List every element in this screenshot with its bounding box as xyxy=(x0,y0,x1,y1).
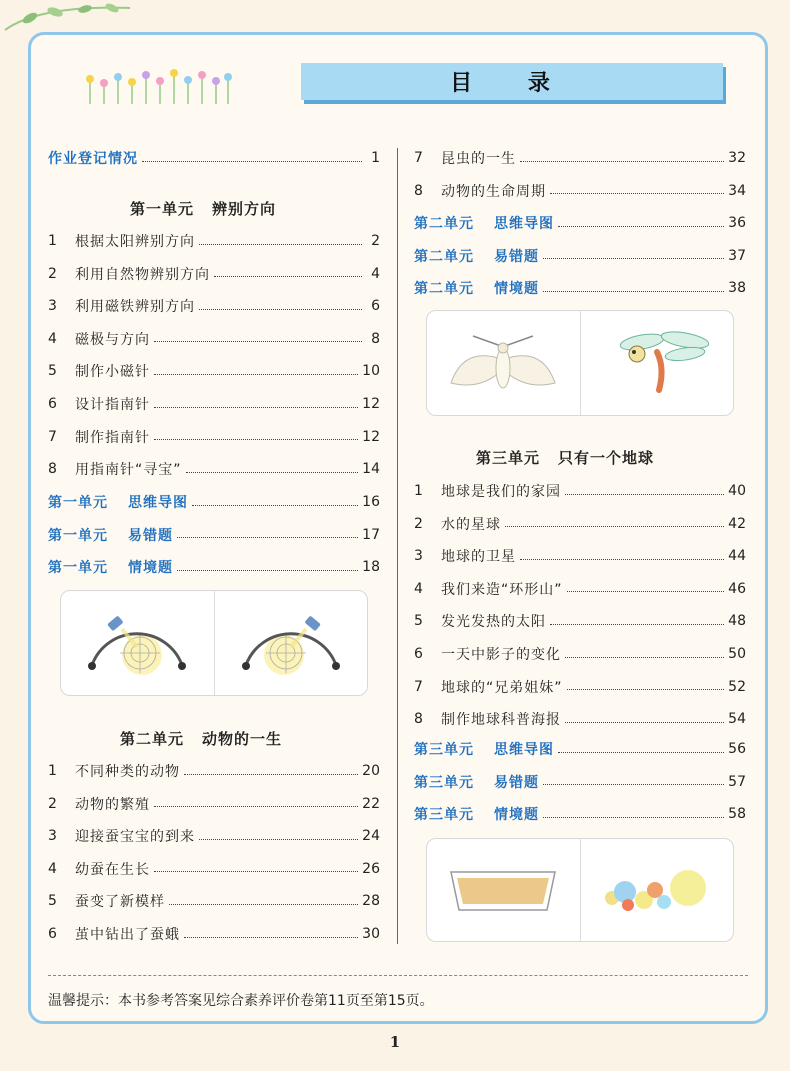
unit2-heading-name: 动物的一生 xyxy=(202,730,283,748)
toc-page: 18 xyxy=(362,559,380,576)
unit1-heading-name: 辨别方向 xyxy=(212,200,277,218)
toc-row[interactable] xyxy=(48,891,380,911)
toc-item-number: 8 xyxy=(414,711,423,728)
toc-item-title: 幼蚕在生长 xyxy=(75,861,150,878)
toc-extra-label xyxy=(414,772,539,792)
compass-illustration-left xyxy=(61,591,214,695)
toc-item-title: 利用磁铁辨别方向 xyxy=(75,299,195,316)
toc-item-number: 4 xyxy=(48,330,57,347)
leader-dots xyxy=(184,937,358,938)
leader-dots xyxy=(142,161,362,162)
title-banner xyxy=(301,63,723,100)
toc-item-title: 地球的卫星 xyxy=(441,549,516,566)
leader-dots xyxy=(565,722,724,723)
toc-row[interactable] xyxy=(48,761,380,781)
toc-row[interactable] xyxy=(48,459,380,479)
toc-extra-unit: 第三单元 xyxy=(414,742,474,758)
toc-page: 58 xyxy=(728,806,746,823)
toc-item-title: 不同种类的动物 xyxy=(75,764,180,780)
leader-dots xyxy=(543,784,724,785)
toc-item-title: 设计指南针 xyxy=(75,397,150,413)
toc-row[interactable] xyxy=(48,296,380,316)
toc-item-number: 4 xyxy=(48,860,57,877)
toc-item-title: 迎接蚕宝宝的到来 xyxy=(75,829,195,846)
toc-row[interactable] xyxy=(48,859,380,879)
toc-row[interactable] xyxy=(48,361,380,381)
toc-extra-label xyxy=(414,246,539,266)
compass-arc-icon xyxy=(82,603,192,683)
toc-extra-label xyxy=(48,525,173,545)
toc-row[interactable] xyxy=(414,579,746,599)
toc-page: 10 xyxy=(362,363,380,380)
toc-row[interactable] xyxy=(48,794,380,814)
toc-extra-unit: 第三单元 xyxy=(414,774,474,791)
unit1-heading xyxy=(130,198,276,219)
toc-row[interactable] xyxy=(48,427,380,447)
column-divider xyxy=(397,148,398,944)
toc-page: 12 xyxy=(362,396,380,412)
toc-item-title: 一天中影子的变化 xyxy=(441,647,561,663)
toc-page: 22 xyxy=(362,795,380,812)
toc-page: 28 xyxy=(362,893,380,910)
toc-item-title: 地球是我们的家园 xyxy=(441,484,561,500)
leader-dots xyxy=(154,439,358,440)
sand-tray-icon xyxy=(443,860,563,920)
toc-extra-unit: 第二单元 xyxy=(414,248,474,265)
toc-page: 6 xyxy=(371,298,380,315)
toc-extra-unit: 第一单元 xyxy=(48,527,108,544)
page-number: 1 xyxy=(389,1033,401,1051)
leader-dots xyxy=(154,341,362,342)
toc-item-title: 茧中钻出了蚕蛾 xyxy=(75,927,180,943)
toc-extra-label xyxy=(48,557,173,577)
toc-item-number: 7 xyxy=(48,428,57,445)
toc-page: 54 xyxy=(728,711,746,728)
toc-page: 44 xyxy=(728,548,746,565)
insect-illustrations xyxy=(426,310,734,416)
planets-illustration xyxy=(580,839,734,941)
leader-dots xyxy=(199,309,362,310)
toc-row[interactable] xyxy=(414,148,746,168)
leader-dots xyxy=(184,774,358,775)
unit3-heading-num: 第三单元 xyxy=(476,449,541,467)
toc-item-title: 发光发热的太阳 xyxy=(441,614,546,631)
leader-dots xyxy=(558,752,724,753)
toc-row[interactable] xyxy=(414,709,746,729)
toc-item-title: 磁极与方向 xyxy=(75,331,150,348)
toc-item-title: 根据太阳辨别方向 xyxy=(75,234,195,250)
toc-extra-label xyxy=(414,739,554,759)
toc-page: 32 xyxy=(728,150,746,166)
toc-extra-name: 情境题 xyxy=(494,281,539,298)
toc-row[interactable] xyxy=(414,514,746,534)
leader-dots xyxy=(505,526,724,527)
toc-page: 50 xyxy=(728,646,746,662)
toc-row[interactable] xyxy=(48,264,380,284)
toc-item-number: 2 xyxy=(48,795,57,812)
toc-item-number: 1 xyxy=(414,483,423,499)
toc-page: 48 xyxy=(728,613,746,630)
leader-dots xyxy=(543,291,724,292)
toc-page: 24 xyxy=(362,828,380,845)
toc-item-title: 用指南针“寻宝” xyxy=(75,462,182,479)
toc-item-title: 制作小磁针 xyxy=(75,364,150,381)
toc-item-number: 6 xyxy=(414,646,423,662)
planet-balls-icon xyxy=(592,860,722,920)
toc-page: 16 xyxy=(362,494,380,510)
toc-row[interactable] xyxy=(414,611,746,631)
toc-item-number: 5 xyxy=(48,893,57,910)
leader-dots xyxy=(567,591,725,592)
leader-dots xyxy=(543,258,724,259)
toc-page: 52 xyxy=(728,678,746,695)
leader-dots xyxy=(177,537,358,538)
toc-extra-label xyxy=(414,804,539,824)
toc-extra-row[interactable] xyxy=(48,557,380,577)
toc-item-title: 动物的繁殖 xyxy=(75,796,150,813)
compass-illustration-right xyxy=(214,591,368,695)
toc-extra-unit: 第二单元 xyxy=(414,216,474,232)
moth-icon xyxy=(443,328,563,398)
toc-item-title: 利用自然物辨别方向 xyxy=(75,266,210,283)
toc-row[interactable] xyxy=(48,826,380,846)
toc-item-number: 6 xyxy=(48,926,57,942)
page-title: 目 录 xyxy=(450,71,574,96)
unit2-heading xyxy=(120,728,282,749)
toc-extra-unit: 第一单元 xyxy=(48,560,108,577)
toc-page: 30 xyxy=(362,926,380,942)
toc-extra-label xyxy=(48,492,188,512)
toc-row[interactable] xyxy=(48,231,380,251)
toc-page: 20 xyxy=(362,763,380,779)
leader-dots xyxy=(550,624,724,625)
toc-item-number: 1 xyxy=(48,233,57,249)
toc-item-number: 3 xyxy=(48,298,57,315)
toc-row[interactable] xyxy=(414,481,746,501)
toc-item-title: 制作指南针 xyxy=(75,429,150,446)
leader-dots xyxy=(565,657,724,658)
unit1-heading-num: 第一单元 xyxy=(130,200,195,218)
toc-page: 40 xyxy=(728,483,746,499)
toc-item-title: 动物的生命周期 xyxy=(441,183,546,200)
toc-item-number: 3 xyxy=(414,548,423,565)
toc-row[interactable] xyxy=(48,924,380,944)
toc-item-number: 5 xyxy=(48,363,57,380)
toc-extra-name: 易错题 xyxy=(494,774,539,791)
toc-page: 46 xyxy=(728,580,746,597)
toc-item-number: 4 xyxy=(414,580,423,597)
leader-dots xyxy=(177,570,358,571)
dragonfly-icon xyxy=(597,328,717,398)
earth-illustrations xyxy=(426,838,734,942)
compass-illustrations xyxy=(60,590,368,696)
toc-item-number: 1 xyxy=(48,763,57,779)
toc-extra-unit: 第三单元 xyxy=(414,807,474,824)
leader-dots xyxy=(154,871,358,872)
moth-illustration xyxy=(427,311,580,415)
toc-extra-unit: 第一单元 xyxy=(48,495,108,511)
toc-item-number: 2 xyxy=(414,515,423,532)
toc-page: 37 xyxy=(728,247,746,264)
toc-extra-label xyxy=(414,213,554,233)
unit2-heading-num: 第二单元 xyxy=(120,730,185,748)
toc-extra-row[interactable] xyxy=(414,278,746,298)
footer-divider xyxy=(48,975,748,976)
sand-tray-illustration xyxy=(427,839,580,941)
toc-page: 1 xyxy=(371,150,380,166)
leader-dots xyxy=(154,407,358,408)
unit3-heading xyxy=(476,447,654,468)
toc-row[interactable] xyxy=(48,394,380,414)
toc-row[interactable] xyxy=(414,644,746,664)
toc-item-number: 6 xyxy=(48,396,57,412)
toc-extra-name: 思维导图 xyxy=(494,216,554,232)
toc-extra-row[interactable] xyxy=(414,213,746,233)
compass-arc-icon xyxy=(236,603,346,683)
toc-row[interactable] xyxy=(48,329,380,349)
leader-dots xyxy=(543,817,724,818)
toc-extra-name: 易错题 xyxy=(494,248,539,265)
toc-page: 17 xyxy=(362,526,380,543)
toc-page: 4 xyxy=(371,265,380,282)
toc-item-title: 蚕变了新模样 xyxy=(75,894,165,911)
toc-page: 12 xyxy=(362,428,380,445)
toc-extra-name: 易错题 xyxy=(128,527,173,544)
toc-item-number: 2 xyxy=(48,265,57,282)
leader-dots xyxy=(154,374,358,375)
leader-dots xyxy=(186,472,359,473)
leader-dots xyxy=(154,806,358,807)
toc-extra-row[interactable] xyxy=(414,246,746,266)
leader-dots xyxy=(199,244,362,245)
toc-item-number: 7 xyxy=(414,150,423,166)
toc-item-number: 8 xyxy=(48,461,57,478)
toc-page: 36 xyxy=(728,215,746,231)
tip-text: 温馨提示：本书参考答案见综合素养评价卷第11页至第15页。 xyxy=(48,993,434,1009)
toc-item-title: 水的星球 xyxy=(441,516,501,533)
toc-item-number: 7 xyxy=(414,678,423,695)
leader-dots xyxy=(214,276,362,277)
toc-item-title: 地球的“兄弟姐妹” xyxy=(441,679,563,696)
leader-dots xyxy=(192,505,358,506)
leader-dots xyxy=(565,494,724,495)
leader-dots xyxy=(567,689,725,690)
toc-page: 26 xyxy=(362,860,380,877)
leader-dots xyxy=(520,161,724,162)
toc-page: 14 xyxy=(362,461,380,478)
toc-extra-name: 情境题 xyxy=(128,560,173,577)
unit3-heading-name: 只有一个地球 xyxy=(558,449,655,467)
toc-homework[interactable] xyxy=(48,148,380,168)
toc-page: 57 xyxy=(728,773,746,790)
toc-page: 38 xyxy=(728,280,746,297)
toc-item-number: 3 xyxy=(48,828,57,845)
toc-extra-unit: 第二单元 xyxy=(414,281,474,298)
toc-homework-label: 作业登记情况 xyxy=(48,151,138,167)
toc-extra-row[interactable] xyxy=(414,772,746,792)
toc-extra-row[interactable] xyxy=(414,739,746,759)
toc-item-number: 5 xyxy=(414,613,423,630)
leader-dots xyxy=(550,193,724,194)
leader-dots xyxy=(199,839,358,840)
toc-page: 2 xyxy=(371,233,380,249)
leader-dots xyxy=(520,559,724,560)
toc-page: 8 xyxy=(371,330,380,347)
toc-row[interactable] xyxy=(414,677,746,697)
toc-item-title: 昆虫的一生 xyxy=(441,151,516,167)
toc-extra-row[interactable] xyxy=(48,492,380,512)
toc-item-title: 制作地球科普海报 xyxy=(441,712,561,729)
toc-extra-row[interactable] xyxy=(48,525,380,545)
toc-extra-row[interactable] xyxy=(414,804,746,824)
toc-row[interactable] xyxy=(414,546,746,566)
toc-page: 42 xyxy=(728,515,746,532)
toc-row[interactable] xyxy=(414,181,746,201)
toc-page: 34 xyxy=(728,182,746,199)
dragonfly-illustration xyxy=(580,311,734,415)
leader-dots xyxy=(558,226,724,227)
toc-extra-name: 思维导图 xyxy=(494,742,554,758)
toc-extra-name: 情境题 xyxy=(494,807,539,824)
toc-item-number: 8 xyxy=(414,182,423,199)
leader-dots xyxy=(169,904,358,905)
flowers-decoration xyxy=(82,66,234,106)
toc-page: 56 xyxy=(728,741,746,757)
toc-extra-label xyxy=(414,278,539,298)
toc-item-title: 我们来造“环形山” xyxy=(441,581,563,598)
toc-extra-name: 思维导图 xyxy=(128,495,188,511)
